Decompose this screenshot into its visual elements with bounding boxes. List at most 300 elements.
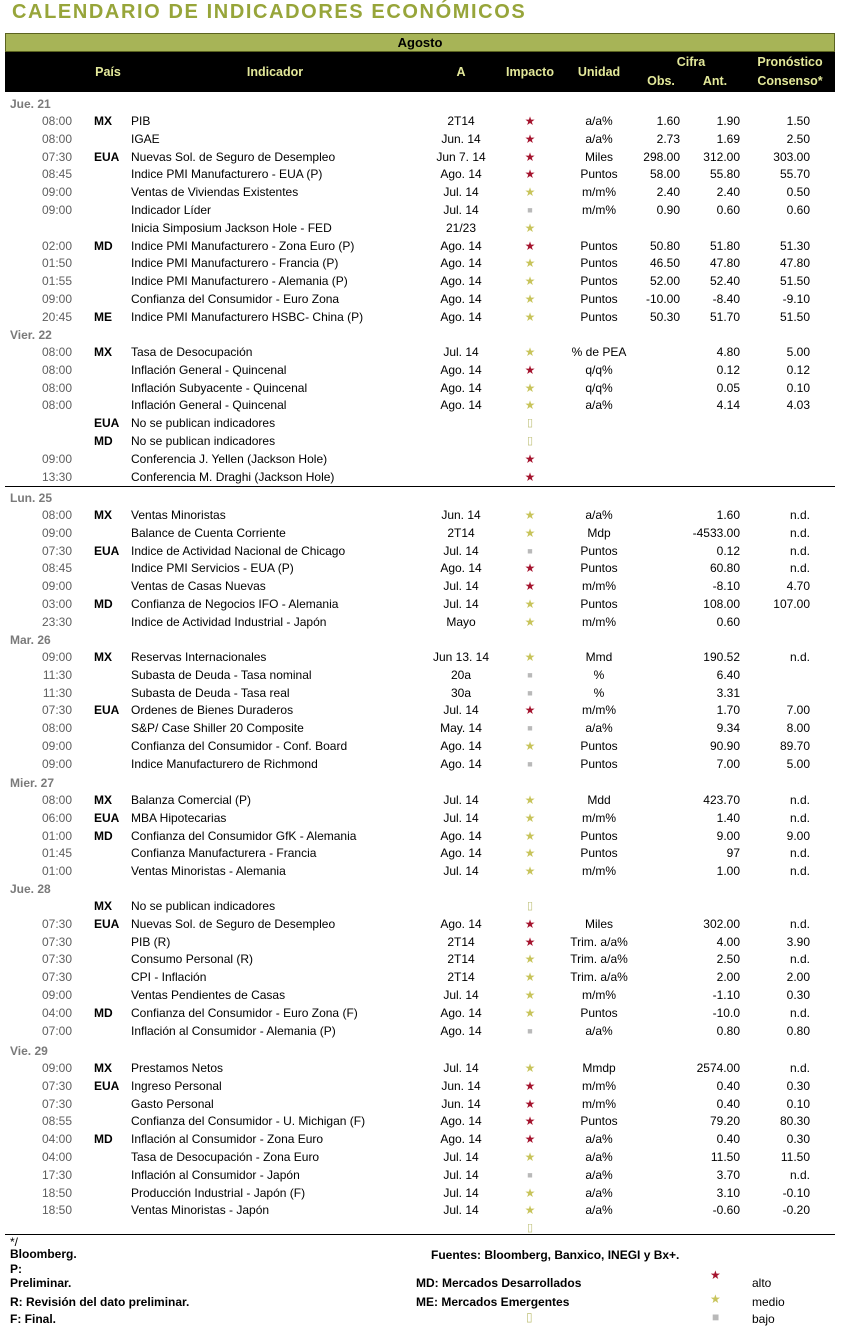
row-time: 09:00 xyxy=(41,185,72,200)
impact-high-star-icon: ★ xyxy=(524,579,536,594)
row-period: Ago. 14 xyxy=(440,561,482,576)
table-row xyxy=(0,542,851,560)
table-row xyxy=(0,1077,851,1095)
row-indicator: No se publican indicadores xyxy=(131,899,276,913)
row-unit: a/a% xyxy=(585,1023,613,1038)
row-consensus: -9.10 xyxy=(782,292,810,306)
row-unit: a/a% xyxy=(585,721,613,736)
row-consensus: n.d. xyxy=(789,508,810,522)
row-unit: Puntos xyxy=(580,167,618,182)
header-consensus: Consenso* xyxy=(757,74,823,88)
impact-medium-star-icon: ★ xyxy=(524,398,536,413)
table-row xyxy=(0,755,851,773)
row-indicator: Inflación al Consumidor - Alemania (P) xyxy=(131,1023,336,1038)
table-row xyxy=(0,237,851,255)
row-indicator: CPI - Inflación xyxy=(131,970,207,985)
row-period: Ago. 14 xyxy=(440,756,482,771)
table-row xyxy=(0,862,851,880)
row-period: 2T14 xyxy=(447,934,475,949)
row-ant: 4.14 xyxy=(716,398,740,413)
row-consensus: 0.50 xyxy=(786,185,810,200)
impact-medium-star-icon: ★ xyxy=(524,292,536,306)
month-bar: Agosto xyxy=(5,33,835,52)
impact-medium-star-icon: ★ xyxy=(524,525,536,540)
row-unit: % de PEA xyxy=(571,345,627,359)
impact-medium-star-icon: ★ xyxy=(524,508,536,522)
row-time: 06:00 xyxy=(41,810,72,825)
row-ant: 0.12 xyxy=(716,543,740,558)
row-period: Ago. 14 xyxy=(440,398,482,413)
row-period: Jul. 14 xyxy=(443,579,479,594)
impact-low-square-icon: ■ xyxy=(527,545,533,556)
table-row xyxy=(0,112,851,130)
row-time: 03:00 xyxy=(41,597,72,611)
table-row xyxy=(0,165,851,183)
table-row xyxy=(0,577,851,595)
row-consensus: n.d. xyxy=(789,793,810,807)
row-time: 09:00 xyxy=(41,579,72,594)
row-country: EUA xyxy=(94,916,120,931)
row-indicator: Ventas Pendientes de Casas xyxy=(131,988,286,1002)
row-ant: 3.10 xyxy=(716,1185,740,1200)
row-consensus: 5.00 xyxy=(786,345,810,359)
impact-medium-star-icon: ★ xyxy=(524,274,536,289)
impact-high-star-icon: ★ xyxy=(524,561,536,576)
row-indicator: S&P/ Case Shiller 20 Composite xyxy=(131,721,304,736)
row-ant: 0.05 xyxy=(716,380,740,395)
legend-low-icon: ■ xyxy=(712,1310,720,1324)
impact-medium-star-icon: ★ xyxy=(524,846,536,861)
row-indicator: Nuevas Sol. de Seguro de Desempleo xyxy=(131,916,336,931)
row-obs: 50.30 xyxy=(649,309,680,324)
row-indicator: Prestamos Netos xyxy=(131,1061,224,1075)
row-ant: 190.52 xyxy=(703,650,740,664)
row-ant: 2574.00 xyxy=(696,1061,740,1075)
row-consensus: 8.00 xyxy=(786,721,810,736)
row-consensus: 0.10 xyxy=(786,1096,810,1111)
impact-medium-star-icon: ★ xyxy=(524,614,536,629)
row-indicator: Reservas Internacionales xyxy=(131,650,267,664)
row-indicator: Ventas Minoristas xyxy=(131,508,226,522)
row-obs: -10.00 xyxy=(645,292,680,306)
impact-medium-star-icon: ★ xyxy=(524,1150,536,1164)
row-indicator: Confianza del Consumidor - Euro Zona (F) xyxy=(131,1005,358,1020)
row-country: EUA xyxy=(94,543,120,558)
header-obs: Obs. xyxy=(647,74,675,88)
row-unit: Puntos xyxy=(580,756,618,771)
row-indicator: Ventas de Viviendas Existentes xyxy=(131,185,299,200)
footnote-sources: Fuentes: Bloomberg, Banxico, INEGI y Bx+. xyxy=(431,1248,680,1262)
row-indicator: Indice PMI Manufacturero - Zona Euro (P) xyxy=(131,238,355,253)
row-unit: m/m% xyxy=(582,703,616,718)
row-time: 08:00 xyxy=(41,114,72,128)
impact-medium-star-icon: ★ xyxy=(524,988,536,1002)
row-unit: % xyxy=(593,667,605,682)
table-row xyxy=(0,809,851,827)
row-indicator: Confianza del Consumidor - Conf. Board xyxy=(131,739,348,753)
row-time: 08:00 xyxy=(41,362,72,377)
row-indicator: MBA Hipotecarias xyxy=(131,810,227,825)
row-ant: 11.50 xyxy=(710,1150,740,1164)
row-indicator: Inflación General - Quincenal xyxy=(131,362,287,377)
row-consensus: 80.30 xyxy=(779,1114,810,1129)
row-consensus: n.d. xyxy=(789,650,810,664)
row-time: 09:00 xyxy=(41,203,72,217)
impact-low-square-icon: ■ xyxy=(527,1025,533,1036)
row-period: May. 14 xyxy=(440,721,482,736)
row-indicator: Gasto Personal xyxy=(131,1096,214,1111)
row-ant: 0.40 xyxy=(716,1078,740,1093)
footnote-me: ME: Mercados Emergentes xyxy=(416,1295,570,1309)
row-time: 08:00 xyxy=(41,398,72,413)
row-obs: 52.00 xyxy=(649,274,680,289)
table-row xyxy=(0,613,851,631)
row-unit: m/m% xyxy=(582,579,616,594)
row-period: Jul. 14 xyxy=(443,1203,479,1218)
row-consensus: 51.50 xyxy=(779,274,810,289)
impact-high-star-icon: ★ xyxy=(524,362,536,377)
row-time: 09:00 xyxy=(41,756,72,771)
row-time: 07:30 xyxy=(41,916,72,931)
row-consensus: 0.10 xyxy=(786,380,810,395)
row-unit: Puntos xyxy=(580,1114,618,1129)
impact-low-square-icon: ■ xyxy=(527,758,533,769)
table-row xyxy=(0,468,851,486)
impact-low-square-icon: ■ xyxy=(527,687,533,698)
table-row xyxy=(0,414,851,432)
row-period: Jul. 14 xyxy=(443,988,479,1002)
row-unit: Puntos xyxy=(580,256,618,271)
row-unit: q/q% xyxy=(585,362,613,377)
row-indicator: Indice Manufacturero de Richmond xyxy=(131,756,318,771)
row-unit: q/q% xyxy=(585,380,613,395)
row-ant: 2.50 xyxy=(716,952,740,967)
row-indicator: Ordenes de Bienes Duraderos xyxy=(131,703,294,718)
row-unit: m/m% xyxy=(582,185,616,200)
row-consensus: 2.50 xyxy=(786,131,810,146)
row-indicator: Inflación General - Quincenal xyxy=(131,398,287,413)
row-obs: 2.40 xyxy=(656,185,680,200)
row-time: 09:00 xyxy=(41,650,72,664)
row-period: Ago. 14 xyxy=(440,292,482,306)
row-consensus: 47.80 xyxy=(779,256,810,271)
impact-none-icon: ▯ xyxy=(526,1222,534,1235)
impact-none-icon: ▯ xyxy=(526,417,534,430)
row-period: Jul. 14 xyxy=(443,810,479,825)
table-row xyxy=(0,648,851,666)
impact-medium-star-icon: ★ xyxy=(524,650,536,664)
impact-high-star-icon: ★ xyxy=(524,1132,536,1147)
row-ant: 9.34 xyxy=(716,721,740,736)
legend-low-label: bajo xyxy=(752,1312,775,1326)
row-period: 21/23 xyxy=(445,220,477,235)
row-period: Ago. 14 xyxy=(440,916,482,931)
table-row xyxy=(0,148,851,166)
row-country: MD xyxy=(94,597,113,611)
row-time: 08:00 xyxy=(41,345,72,359)
impact-medium-star-icon: ★ xyxy=(524,739,536,753)
row-country: EUA xyxy=(94,1078,120,1093)
footnote-final: F: Final. xyxy=(10,1312,56,1326)
row-consensus: n.d. xyxy=(789,952,810,967)
row-indicator: Ventas Minoristas - Alemania xyxy=(131,864,286,879)
table-row xyxy=(0,396,851,414)
header-figure: Cifra xyxy=(676,55,706,69)
row-period: 2T14 xyxy=(447,114,475,128)
impact-low-square-icon: ■ xyxy=(527,1169,533,1180)
row-ant: -10.0 xyxy=(712,1005,740,1020)
row-indicator: Balance de Cuenta Corriente xyxy=(131,525,286,540)
row-period: Ago. 14 xyxy=(440,1132,482,1147)
row-time: 04:00 xyxy=(41,1132,72,1147)
impact-medium-star-icon: ★ xyxy=(524,220,536,235)
row-indicator: Indice de Actividad Industrial - Japón xyxy=(131,614,327,629)
row-indicator: Balanza Comercial (P) xyxy=(131,793,252,807)
table-row xyxy=(0,432,851,450)
row-ant: 52.40 xyxy=(709,274,740,289)
row-ant: 9.00 xyxy=(716,828,740,843)
row-period: Mayo xyxy=(446,614,476,629)
row-indicator: No se publican indicadores xyxy=(131,434,276,448)
row-ant: 0.60 xyxy=(716,614,740,629)
row-ant: -8.40 xyxy=(712,292,740,306)
row-country: MD xyxy=(94,238,113,253)
row-period: Jun 13. 14 xyxy=(432,650,490,664)
table-row xyxy=(0,915,851,933)
row-indicator: Indice PMI Servicios - EUA (P) xyxy=(131,561,294,576)
row-indicator: Ingreso Personal xyxy=(131,1078,222,1093)
table-row xyxy=(0,559,851,577)
row-country: EUA xyxy=(94,810,120,825)
row-ant: 312.00 xyxy=(703,149,740,164)
row-consensus: n.d. xyxy=(789,525,810,540)
row-period: 2T14 xyxy=(447,952,475,967)
impact-medium-star-icon: ★ xyxy=(524,185,536,200)
table-row xyxy=(0,986,851,1004)
row-time: 07:30 xyxy=(41,1078,72,1093)
row-consensus: n.d. xyxy=(789,1167,810,1182)
row-indicator: Confianza del Consumidor - U. Michigan (F) xyxy=(131,1114,366,1129)
impact-high-star-icon: ★ xyxy=(524,114,536,128)
row-unit: Puntos xyxy=(580,543,618,558)
table-row xyxy=(0,719,851,737)
row-ant: 108.00 xyxy=(703,597,740,611)
row-country: MX xyxy=(94,650,112,664)
row-unit: m/m% xyxy=(582,614,616,629)
impact-medium-star-icon: ★ xyxy=(524,793,536,807)
row-ant: 1.60 xyxy=(716,508,740,522)
impact-medium-star-icon: ★ xyxy=(524,952,536,967)
impact-medium-star-icon: ★ xyxy=(524,309,536,324)
row-indicator: Indicador Líder xyxy=(131,203,212,217)
row-period: Ago. 14 xyxy=(440,380,482,395)
row-ant: -8.10 xyxy=(712,579,740,594)
table-row xyxy=(0,254,851,272)
row-unit: a/a% xyxy=(585,398,613,413)
footnote-revision: R: Revisión del dato preliminar. xyxy=(10,1295,190,1309)
row-country: MD xyxy=(94,1005,113,1020)
row-unit: Mmdp xyxy=(582,1061,616,1075)
row-unit: Trim. a/a% xyxy=(570,970,628,985)
row-country: MX xyxy=(94,1061,112,1075)
row-consensus: n.d. xyxy=(789,846,810,861)
impact-high-star-icon: ★ xyxy=(524,916,536,931)
row-consensus: n.d. xyxy=(789,561,810,576)
impact-medium-star-icon: ★ xyxy=(524,597,536,611)
row-period: Ago. 14 xyxy=(440,1114,482,1129)
row-time: 07:30 xyxy=(41,149,72,164)
row-indicator: Nuevas Sol. de Seguro de Desempleo xyxy=(131,149,336,164)
row-ant: 2.00 xyxy=(716,970,740,985)
row-period: Jun. 14 xyxy=(441,131,481,146)
row-period: Ago. 14 xyxy=(440,309,482,324)
row-period: Jul. 14 xyxy=(443,185,479,200)
row-period: Ago. 14 xyxy=(440,828,482,843)
row-period: Jul. 14 xyxy=(443,345,479,359)
row-period: Jul. 14 xyxy=(443,597,479,611)
row-consensus: 3.90 xyxy=(786,934,810,949)
impact-low-square-icon: ■ xyxy=(527,205,533,215)
row-indicator: PIB (R) xyxy=(131,934,171,949)
row-consensus: 5.00 xyxy=(786,756,810,771)
table-row xyxy=(0,950,851,968)
row-unit: Trim. a/a% xyxy=(570,934,628,949)
row-unit: m/m% xyxy=(582,810,616,825)
row-indicator: Confianza de Negocios IFO - Alemania xyxy=(131,597,339,611)
row-ant: 1.70 xyxy=(716,703,740,718)
row-country: MD xyxy=(94,434,113,448)
table-row xyxy=(0,1059,851,1077)
row-ant: 51.70 xyxy=(709,309,740,324)
header-impact: Impacto xyxy=(506,65,554,79)
table-row xyxy=(0,933,851,951)
row-ant: -1.10 xyxy=(712,988,740,1002)
row-time: 08:00 xyxy=(41,721,72,736)
day-label: Jue. 28 xyxy=(10,882,51,896)
legend-medium-icon: ★ xyxy=(710,1292,721,1306)
row-time: 09:00 xyxy=(41,988,72,1002)
impact-none-icon: ▯ xyxy=(526,435,534,447)
header-indicator: Indicador xyxy=(246,65,304,79)
footnote-asterisk: */ xyxy=(10,1235,19,1249)
row-indicator: Confianza del Consumidor GfK - Alemania xyxy=(131,828,357,843)
footnote-preliminar: Preliminar. xyxy=(10,1276,72,1290)
row-indicator: Conferencia J. Yellen (Jackson Hole) xyxy=(131,451,328,466)
row-consensus: -0.20 xyxy=(782,1203,810,1218)
row-time: 18:50 xyxy=(41,1185,72,1200)
row-unit: Trim. a/a% xyxy=(570,952,628,967)
row-ant: 2.40 xyxy=(716,185,740,200)
table-row xyxy=(0,1130,851,1148)
row-consensus: 51.50 xyxy=(779,309,810,324)
row-time: 07:30 xyxy=(41,703,72,718)
table-row xyxy=(0,1022,851,1040)
impact-high-star-icon: ★ xyxy=(524,131,536,146)
row-indicator: Indice de Actividad Nacional de Chicago xyxy=(131,543,346,558)
table-row xyxy=(0,1148,851,1166)
row-time: 09:00 xyxy=(41,1061,72,1075)
table-row xyxy=(0,701,851,719)
row-time: 09:00 xyxy=(41,525,72,540)
row-obs: 1.60 xyxy=(656,114,680,128)
table-row xyxy=(0,524,851,542)
row-period: Jun. 14 xyxy=(441,1078,481,1093)
impact-medium-star-icon: ★ xyxy=(524,810,536,825)
row-time: 08:00 xyxy=(41,131,72,146)
row-unit: m/m% xyxy=(582,1096,616,1111)
table-row xyxy=(0,791,851,809)
impact-medium-star-icon: ★ xyxy=(524,380,536,395)
row-unit: a/a% xyxy=(585,1132,613,1147)
row-time: 07:30 xyxy=(41,543,72,558)
header-country: País xyxy=(95,65,121,79)
impact-high-star-icon: ★ xyxy=(524,167,536,182)
impact-high-star-icon: ★ xyxy=(524,703,536,718)
row-time: 08:55 xyxy=(41,1114,72,1129)
table-row xyxy=(0,308,851,326)
row-time: 07:30 xyxy=(41,1096,72,1111)
row-consensus: 89.70 xyxy=(779,739,810,753)
row-ant: 0.60 xyxy=(716,203,740,217)
row-time: 04:00 xyxy=(41,1150,72,1164)
row-ant: 302.00 xyxy=(703,916,740,931)
row-indicator: Inicia Simposium Jackson Hole - FED xyxy=(131,220,332,235)
row-ant: 423.70 xyxy=(703,793,740,807)
day-label: Vier. 22 xyxy=(10,328,52,342)
table-row xyxy=(0,827,851,845)
table-row xyxy=(0,219,851,237)
row-consensus: 55.70 xyxy=(779,167,810,182)
row-unit: m/m% xyxy=(582,864,616,879)
impact-low-square-icon: ■ xyxy=(527,723,533,734)
row-indicator: Ventas Minoristas - Japón xyxy=(131,1203,270,1218)
row-ant: 1.40 xyxy=(716,810,740,825)
row-unit: a/a% xyxy=(585,1167,613,1182)
row-unit: a/a% xyxy=(585,1150,613,1164)
row-time: 23:30 xyxy=(41,614,72,629)
footnote-source-note: Bloomberg. xyxy=(10,1247,77,1261)
row-time: 09:00 xyxy=(41,292,72,306)
row-country: EUA xyxy=(94,149,120,164)
row-country: MX xyxy=(94,508,112,522)
impact-high-star-icon: ★ xyxy=(524,1078,536,1093)
footnote-md: MD: Mercados Desarrollados xyxy=(416,1276,582,1290)
row-country: MX xyxy=(94,345,112,359)
impact-low-square-icon: ■ xyxy=(527,669,533,680)
page-title: CALENDARIO DE INDICADORES ECONÓMICOS xyxy=(12,1,527,23)
table-row xyxy=(0,506,851,524)
row-ant: 7.00 xyxy=(716,756,740,771)
row-consensus: 2.00 xyxy=(786,970,810,985)
row-ant: 90.90 xyxy=(709,739,740,753)
row-consensus: 1.50 xyxy=(786,114,810,128)
row-indicator: Tasa de Desocupación xyxy=(131,345,253,359)
row-indicator: Inflación al Consumidor - Japón xyxy=(131,1167,300,1182)
row-consensus: -0.10 xyxy=(782,1185,810,1200)
footnote-p-label: P: xyxy=(10,1262,22,1276)
row-consensus: 0.30 xyxy=(786,1078,810,1093)
table-row xyxy=(0,1004,851,1022)
table-row xyxy=(0,201,851,219)
row-unit: a/a% xyxy=(585,1203,613,1218)
row-period: Ago. 14 xyxy=(440,362,482,377)
row-ant: 1.00 xyxy=(716,864,740,879)
row-unit: m/m% xyxy=(582,1078,616,1093)
impact-medium-star-icon: ★ xyxy=(524,828,536,843)
row-time: 08:00 xyxy=(41,380,72,395)
row-ant: 3.31 xyxy=(716,685,740,700)
row-consensus: 107.00 xyxy=(773,597,810,611)
